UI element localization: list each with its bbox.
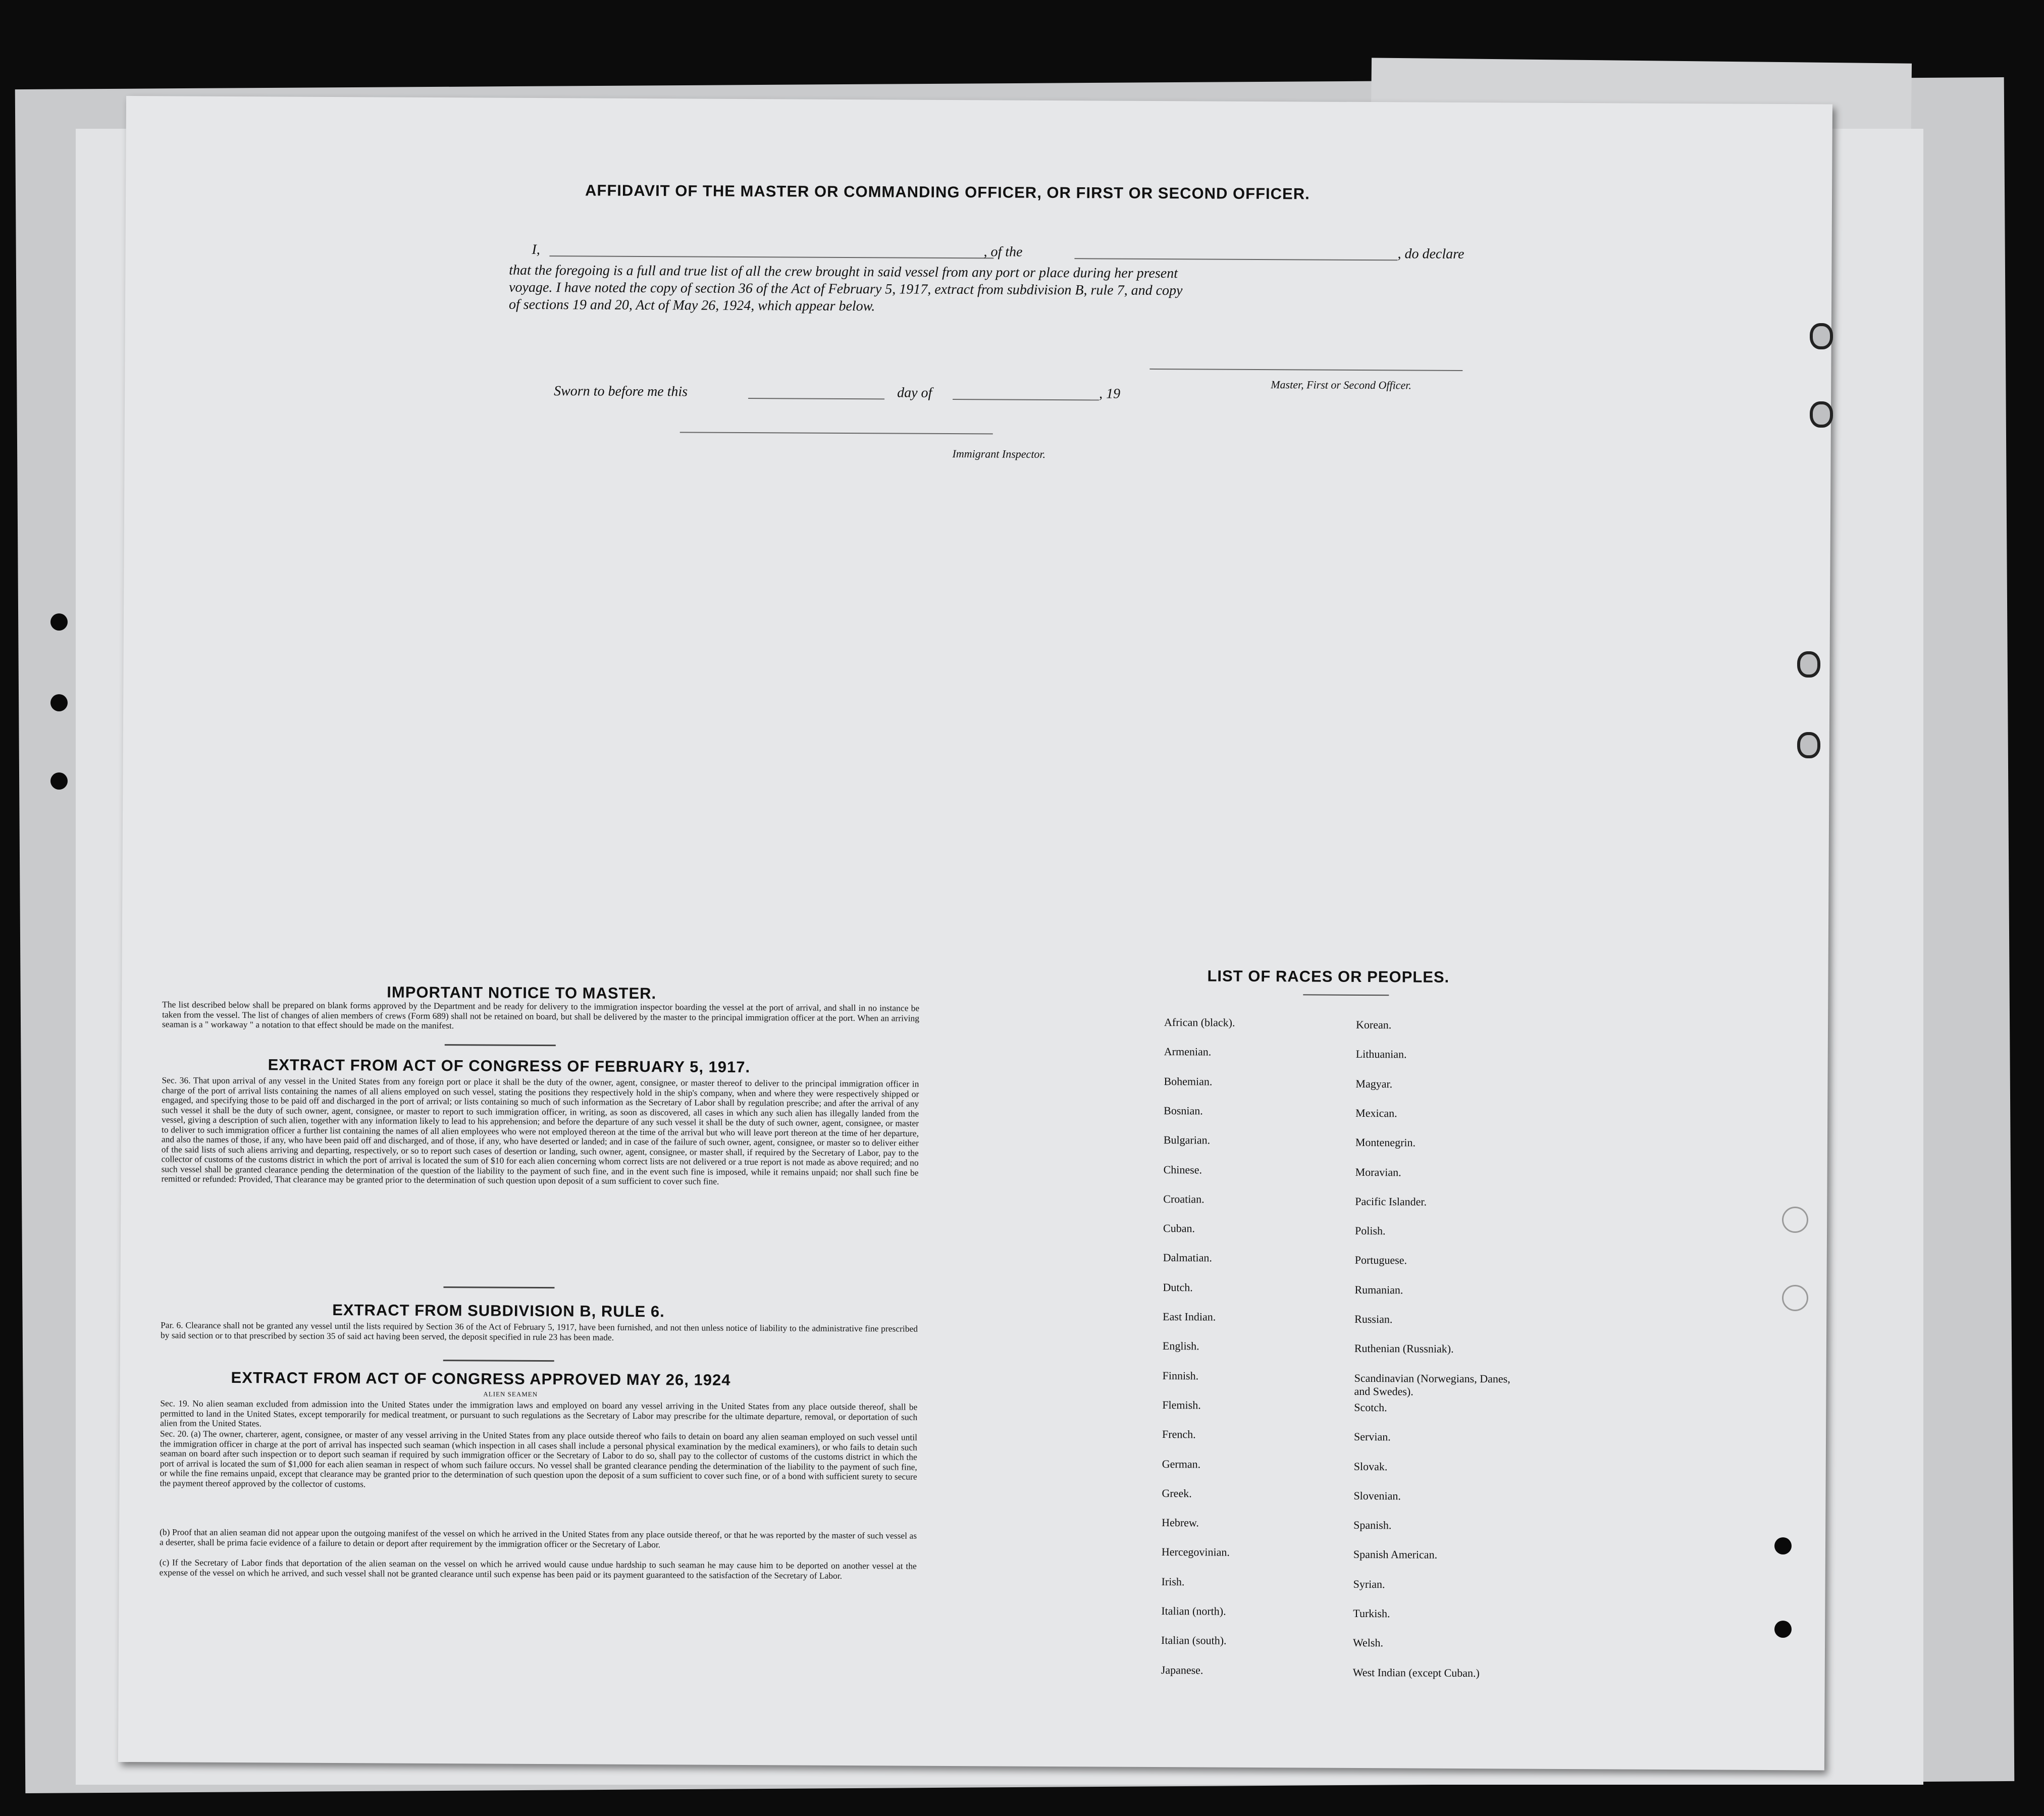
race-item: Spanish American. xyxy=(1353,1548,1438,1562)
race-item: Hercegovinian. xyxy=(1161,1545,1230,1559)
affidavit-body-line-1: that the foregoing is a full and true list of all the crew brought in said vessel from any port or place during her present xyxy=(509,262,1178,282)
notice-text: The list described below shall be prepared on blank forms approved by the Department and be ready for delivery to the immigration inspector boarding the vessel at the port of arrival, and shall in no instance be taken from the vessel. The list of changes of alien members of crews (Form 689) shall not be retained on board, but shall be delivered by the master to the principal immigration officer at the port. When an arriving seaman is a " workaway " a notation to that effect should be made on the manifest. xyxy=(162,999,920,1031)
race-item: Servian. xyxy=(1353,1430,1391,1443)
race-item: Spanish. xyxy=(1353,1519,1392,1532)
declare-i: I, xyxy=(532,241,540,258)
race-item: Armenian. xyxy=(1164,1045,1212,1058)
vessel-name-line[interactable] xyxy=(1074,258,1397,261)
extract-1917-text: Sec. 36. That upon arrival of any vessel in the United States from any foreign port or place it shall be the duty of the owner, agent, consignee, or master thereof to deliver to the principal immigration officer in charge of the port of arrival lists containing the names of all aliens employed on such vessel, stating the positions they respectively hold in the ship's company, when and where they were respectively shipped or engaged, and specifying those to be paid off and discharged in the port of arrival; or lists containing so much of such information as the Secretary of Labor shall by regulation prescribe; and after the arrival of any such vessel it shall be the duty of such owner, agent, consignee, or master to report to such immigration officer, in writing, as soon as discovered, all cases in which any such alien has illegally landed from the vessel, giving a description of such alien, together with any information likely to lead to his apprehension; and before the departure of any such vessel it shall be the duty of such owner, agent, consignee, or master to deliver to such immigration officer a further list containing the names of all alien employees who were not employed thereon at the time of the arrival but who will leave port thereon at the time of her departure, and also the names of those, if any, who have been paid off and discharged, and of those, if any, who have deserted or landed; and in case of the failure of such owner, agent, consignee, or master so to deliver either of the said lists of such aliens arriving and departing, respectively, or so to report such cases of desertion or landing, such owner, agent, consignee, or master shall, if required by the Secretary of Labor, pay to the collector of customs of the customs district in which the port of arrival is located the sum of $10 for each alien concerning whom correct lists are not delivered or a true report is not made as above required; and no such vessel shall be granted clearance pending the determination of the question of the liability to the payment of such fine, and in the event such fine is imposed, while it remains unpaid; nor shall such fine be remitted or refunded: Provided, That clearance may be granted prior to the determination of such question upon deposit of a sum sufficient to cover such fine. xyxy=(161,1075,919,1186)
race-item: Rumanian. xyxy=(1354,1283,1403,1296)
binder-ring xyxy=(1810,401,1833,428)
sworn-month-line[interactable] xyxy=(953,399,1099,400)
sworn-day-of: day of xyxy=(897,385,932,401)
race-item: Dutch. xyxy=(1163,1280,1193,1294)
binder-hole xyxy=(50,772,68,790)
races-divider xyxy=(1303,994,1389,996)
race-item: Slovak. xyxy=(1353,1460,1388,1473)
race-item: Italian (north). xyxy=(1161,1604,1226,1618)
race-item: Finnish. xyxy=(1162,1369,1199,1382)
race-item: Bohemian. xyxy=(1164,1074,1213,1088)
race-item: Moravian. xyxy=(1355,1165,1401,1178)
extract-1924-title: EXTRACT FROM ACT OF CONGRESS APPROVED MAY 26, 1924 xyxy=(231,1369,731,1389)
extract-rule6-text: Par. 6. Clearance shall not be granted any vessel until the lists required by Section 36 of the Act of February 5, 1917, have been furnished, and not then unless notice of liability to the administrative fine prescribed by said section or to that prescribed by section 35 of said act having been served, the deposit specified in rule 23 has been made. xyxy=(160,1320,918,1342)
binder-ring xyxy=(1797,651,1820,678)
race-item: Ruthenian (Russniak). xyxy=(1354,1342,1454,1356)
master-name-line[interactable] xyxy=(549,255,993,258)
race-item: Croatian. xyxy=(1163,1192,1204,1206)
race-item: Greek. xyxy=(1162,1486,1192,1500)
race-item: Mexican. xyxy=(1355,1106,1397,1120)
race-item: Korean. xyxy=(1355,1018,1392,1031)
affidavit-body-line-2: voyage. I have noted the copy of section 36 of the Act of February 5, 1917, extract from subdivision B, rule 7, and copy xyxy=(509,279,1183,299)
sworn-prefix: Sworn to before me this xyxy=(554,383,688,400)
section-divider xyxy=(443,1286,554,1288)
race-item: Irish. xyxy=(1161,1575,1185,1588)
section-divider xyxy=(443,1360,554,1362)
extract-1924-sec19: Sec. 19. No alien seaman excluded from admission into the United States under the immigration laws and employed on board any vessel arriving in the United States from any place outside thereof, shall be permitted to land in the United States, except temporarily for medical treatment, or pursuant to such regulations as the Secretary of Labor may prescribe for the ultimate departure, removal, or deportation of such alien from the United States. xyxy=(160,1398,918,1429)
extract-1924-sec20c: (c) If the Secretary of Labor finds that deportation of the alien seaman on the vessel on which he arrived would cause undue hardship to such seaman he may cause him to be deported on another vessel at the expense of the vessel on which he arrived, and such vessel shall not be granted clearance until such expense has been paid or its payment guaranteed to the satisfaction of the Secretary of Labor. xyxy=(159,1557,917,1581)
race-item: Italian (south). xyxy=(1161,1634,1227,1647)
extract-1917-title: EXTRACT FROM ACT OF CONGRESS OF FEBRUARY 5, 1917. xyxy=(268,1056,751,1076)
race-item: Portuguese. xyxy=(1354,1254,1407,1267)
race-item: English. xyxy=(1162,1339,1199,1353)
binder-ring-faint xyxy=(1782,1207,1808,1233)
race-item: West Indian (except Cuban.) xyxy=(1352,1666,1480,1679)
extract-1924-subtitle: ALIEN SEAMEN xyxy=(483,1390,538,1398)
affidavit-title: AFFIDAVIT OF THE MASTER OR COMMANDING OFFICER, OR FIRST OR SECOND OFFICER. xyxy=(585,181,1310,203)
race-item: Montenegrin. xyxy=(1355,1136,1416,1149)
race-item: Bulgarian. xyxy=(1163,1133,1211,1147)
race-item: French. xyxy=(1162,1428,1196,1441)
binder-ring xyxy=(1797,732,1820,758)
race-item: Slovenian. xyxy=(1353,1489,1401,1502)
affidavit-body-line-3: of sections 19 and 20, Act of May 26, 1924, which appear below. xyxy=(508,296,875,315)
sworn-year: , 19 xyxy=(1099,386,1121,402)
race-item: Hebrew. xyxy=(1162,1516,1199,1529)
binder-hole xyxy=(50,613,68,631)
race-item: African (black). xyxy=(1164,1016,1235,1029)
binder-ring xyxy=(1810,323,1833,349)
race-item: Cuban. xyxy=(1163,1222,1195,1235)
race-item: Pacific Islander. xyxy=(1355,1195,1427,1208)
extract-1924-sec20a: Sec. 20. (a) The owner, charterer, agent, consignee, or master of any vessel arriving in the United States from any place outside thereof who fails to detain on board any alien seaman employed on such vessel until the immigration officer in charge at the port of arrival has inspected such seaman (which inspection in all cases shall include a personal physical examination by the medical examiners), or who fails to detain such seaman on board after such inspection or to deport such seaman if required by such immigration officer or the Secretary of Labor to do so, shall pay to the collector of customs of the customs district in which the port of arrival is located the sum of $1,000 for each alien seaman in respect of whom such failure occurs. No vessel shall be granted clearance pending the determination of the liability to the payment of such fine, or while the fine remains unpaid, except that clearance may be granted prior to the determination of such question upon the deposit of a sum sufficient to cover such fine, or of a bond with sufficient surety to secure the payment thereof approved by the collector of customs. xyxy=(160,1428,918,1489)
inspector-label: Immigrant Inspector. xyxy=(952,447,1046,460)
race-item: Magyar. xyxy=(1355,1077,1393,1090)
binder-ring-faint xyxy=(1782,1285,1808,1311)
binder-hole xyxy=(1774,1621,1792,1638)
affidavit-sheet xyxy=(118,96,1832,1770)
section-divider xyxy=(445,1044,556,1046)
race-item: Scotch. xyxy=(1354,1400,1387,1414)
binder-hole xyxy=(50,694,68,711)
race-item: Scandinavian (Norwegians, Danes, and Swedes). xyxy=(1354,1371,1510,1398)
race-item: Flemish. xyxy=(1162,1398,1201,1412)
race-item: Bosnian. xyxy=(1164,1104,1203,1117)
binder-hole xyxy=(1774,1537,1792,1554)
extract-rule6-title: EXTRACT FROM SUBDIVISION B, RULE 6. xyxy=(332,1301,665,1321)
race-item: Japanese. xyxy=(1161,1663,1203,1677)
race-item: German. xyxy=(1162,1457,1201,1470)
extract-1924-sec20b: (b) Proof that an alien seaman did not appear upon the outgoing manifest of the vessel on which he arrived in the United States from any place outside thereof, or that he was reported by the master of such vessel as a deserter, shall be prima facie evidence of a failure to detain or deport after requirement by the immigration officer or the Secretary of Labor. xyxy=(159,1527,917,1549)
inspector-signature-line[interactable] xyxy=(680,432,993,434)
race-item: East Indian. xyxy=(1163,1310,1216,1323)
master-signature-line[interactable] xyxy=(1149,369,1462,371)
declare-end: , do declare xyxy=(1397,246,1464,262)
master-signature-label: Master, First or Second Officer. xyxy=(1271,378,1411,392)
race-item: Welsh. xyxy=(1352,1636,1384,1649)
declare-of-the: , of the xyxy=(983,244,1023,260)
race-item: Turkish. xyxy=(1353,1606,1390,1620)
sworn-day-line[interactable] xyxy=(748,398,884,399)
races-title: LIST OF RACES OR PEOPLES. xyxy=(1207,967,1450,986)
race-item: Dalmatian. xyxy=(1163,1251,1212,1264)
race-item: Syrian. xyxy=(1353,1577,1385,1590)
race-item: Polish. xyxy=(1354,1224,1386,1237)
race-item: Russian. xyxy=(1354,1312,1393,1326)
notice-title: IMPORTANT NOTICE TO MASTER. xyxy=(387,983,657,1003)
race-item: Chinese. xyxy=(1163,1163,1202,1176)
race-item: Lithuanian. xyxy=(1355,1048,1407,1061)
